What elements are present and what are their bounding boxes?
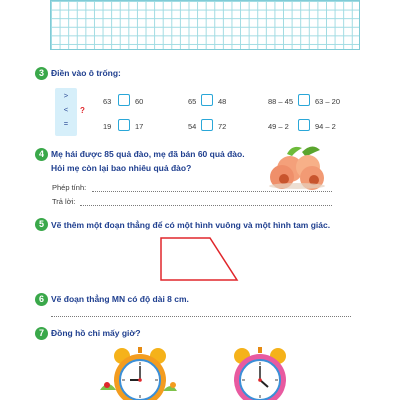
answer-label: Trả lời: [52, 197, 76, 206]
answer-line[interactable] [80, 205, 332, 206]
compare-right: 94 – 2 [315, 122, 336, 131]
question-5-title: Vẽ thêm một đoạn thẳng để có một hình vuông và một hình tam giác. [51, 220, 331, 230]
compare-right: 48 [218, 97, 227, 106]
alarm-clock-1 [95, 345, 185, 400]
compare-left: 54 [188, 122, 197, 131]
question-4-line-2: Hỏi mẹ còn lại bao nhiêu quả đào? [51, 163, 192, 173]
compare-right: 63 – 20 [315, 97, 341, 106]
question-3-title: Điền vào ô trống: [51, 68, 121, 78]
compare-right: 72 [218, 122, 227, 131]
compare-left: 49 – 2 [268, 122, 289, 131]
question-number-7: 7 [35, 327, 48, 340]
answer-box[interactable] [298, 94, 310, 106]
answer-box[interactable] [118, 119, 130, 131]
alarm-clock-2 [215, 345, 305, 400]
sign-greater: > [63, 91, 69, 100]
grid-paper [50, 0, 360, 50]
compare-left: 63 [103, 97, 112, 106]
peaches-illustration [262, 142, 332, 192]
calc-answer-line[interactable] [92, 191, 332, 192]
compare-left: 19 [103, 122, 112, 131]
compare-left: 65 [188, 97, 197, 106]
question-mark: ? [80, 106, 85, 115]
trapezoid-shape [155, 234, 245, 284]
answer-box[interactable] [118, 94, 130, 106]
question-number-5: 5 [35, 218, 48, 231]
compare-left: 88 – 45 [268, 97, 294, 106]
sign-less: < [63, 105, 69, 114]
sign-equal: = [63, 119, 69, 128]
question-number-6: 6 [35, 293, 48, 306]
calc-label: Phép tính: [52, 183, 87, 192]
question-7-title: Đồng hồ chỉ mấy giờ? [51, 328, 141, 338]
drawing-line[interactable] [51, 316, 351, 317]
answer-box[interactable] [298, 119, 310, 131]
signs-panel [55, 88, 77, 136]
answer-box[interactable] [201, 119, 213, 131]
compare-right: 17 [135, 122, 144, 131]
question-number-3: 3 [35, 67, 48, 80]
question-6-title: Vẽ đoạn thẳng MN có độ dài 8 cm. [51, 294, 189, 304]
question-number-4: 4 [35, 148, 48, 161]
compare-right: 60 [135, 97, 144, 106]
question-4-line-1: Mẹ hái được 85 quả đào, mẹ đã bán 60 quả đào. [51, 149, 245, 159]
answer-box[interactable] [201, 94, 213, 106]
